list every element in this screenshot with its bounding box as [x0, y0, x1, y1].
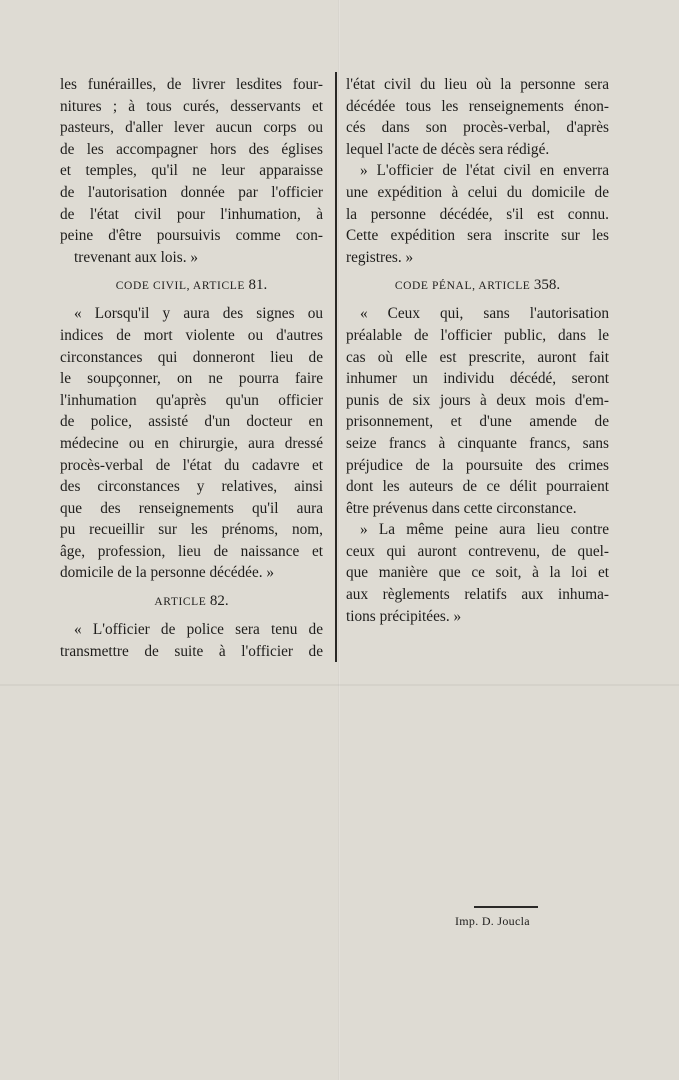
text-line: « L'officier de police sera tenu de [74, 621, 323, 639]
text-line: procès-verbal de l'état du cadavre et [60, 456, 323, 474]
text-line: » La même peine aura lieu contre [360, 521, 609, 539]
text-line: une expédition à celui du domicile de [346, 183, 609, 201]
text-line: l'inhumation qu'après qu'un officier [60, 391, 323, 409]
text-line: de police, assisté d'un docteur en [60, 413, 323, 431]
heading-number: 82. [209, 593, 229, 610]
heading-label: CODE PÉNAL, ARTICLE [394, 280, 531, 293]
horizontal-fold-crease [0, 684, 679, 686]
text-line: circonstances qui donneront lieu de [60, 348, 323, 366]
right-column [346, 74, 609, 627]
heading-number: 81. [248, 277, 268, 294]
text-line: que manière que ce soit, à la loi et [346, 564, 609, 582]
column-divider-rule [335, 72, 337, 662]
article-heading-code-civil-81 [60, 276, 323, 295]
imprint-rule [474, 906, 538, 908]
text-line: Cette expédition sera inscrite sur les [346, 227, 609, 245]
left-paragraph-3 [60, 619, 323, 662]
text-line: indices de mort violente ou d'autres [60, 326, 323, 344]
text-line: transmettre de suite à l'officier de [60, 642, 323, 660]
text-line: peine d'être poursuivis comme con- [60, 227, 323, 245]
text-line: domicile de la personne décédée. » [60, 564, 275, 582]
heading-label: ARTICLE [154, 596, 207, 609]
text-line: médecine ou en chirurgie, aura dressé [60, 434, 323, 452]
text-line: registres. » [346, 248, 414, 266]
text-line: que des renseignements qu'il aura [60, 499, 323, 517]
vertical-fold-crease [338, 0, 340, 1080]
right-paragraph-3 [346, 303, 609, 519]
text-line: seize francs à cinquante francs, sans [346, 434, 609, 452]
text-line: ceux qui auront contrevenu, de quel- [346, 542, 609, 560]
text-line: inhumer un individu décédé, seront [346, 370, 609, 388]
text-line: être prévenus dans cette circonstance. [346, 499, 577, 517]
text-line: cas où elle est prescrite, auront fait [346, 348, 609, 366]
printer-imprint: Imp. D. Joucla [455, 914, 530, 928]
right-paragraph-2 [346, 160, 609, 268]
text-line: la personne décédée, s'il est connu. [346, 205, 609, 223]
left-column [60, 74, 323, 662]
text-line: dont les auteurs de ce délit pourraient [346, 478, 609, 496]
left-paragraph-2 [60, 303, 323, 584]
text-line: cés dans son procès-verbal, d'après [346, 119, 609, 137]
article-heading-code-penal-358 [346, 276, 609, 295]
text-line: lequel l'acte de décès sera rédigé. [346, 140, 550, 158]
heading-label: CODE CIVIL, ARTICLE [115, 280, 245, 293]
text-line: le soupçonner, on ne pourra faire [60, 370, 323, 388]
text-line: de l'autorisation donnée par l'officier [60, 183, 323, 201]
left-paragraph-1 [60, 74, 323, 268]
text-line: âge, profession, lieu de naissance et [60, 542, 323, 560]
text-line: pu recueillir sur les prénoms, nom, [60, 521, 323, 539]
text-line: de les accompagner hors des églises [60, 140, 323, 158]
text-line: préjudice de la poursuite des crimes [346, 456, 609, 474]
right-paragraph-1 [346, 74, 609, 160]
text-line: » L'officier de l'état civil en enverra [360, 162, 609, 180]
text-line: aux règlements relatifs aux inhuma- [346, 586, 609, 604]
text-line: prisonnement, et d'une amende de [346, 413, 609, 431]
text-line: punis de six jours à deux mois d'em- [346, 391, 609, 409]
text-line: « Ceux qui, sans l'autorisation [360, 305, 609, 323]
heading-number: 358. [533, 277, 561, 294]
text-line: et temples, qu'il ne leur apparaisse [60, 162, 323, 180]
article-heading-82 [60, 592, 323, 611]
text-line: « Lorsqu'il y aura des signes ou [74, 305, 323, 323]
text-line: décédée tous les renseignements énon- [346, 97, 609, 115]
text-line: des circonstances y relatives, ainsi [60, 478, 323, 496]
right-paragraph-4 [346, 519, 609, 627]
text-line: pasteurs, d'aller lever aucun corps ou [60, 119, 323, 137]
text-line: tions précipitées. » [346, 607, 462, 625]
text-line: préalable de l'officier public, dans le [346, 326, 609, 344]
text-line: les funérailles, de livrer lesdites four- [60, 76, 323, 93]
text-line: nitures ; à tous curés, desservants et [60, 97, 323, 115]
text-line: l'état civil du lieu où la personne sera [346, 76, 609, 93]
text-line: de l'état civil pour l'inhumation, à [60, 205, 323, 223]
text-line: trevenant aux lois. » [74, 248, 199, 266]
